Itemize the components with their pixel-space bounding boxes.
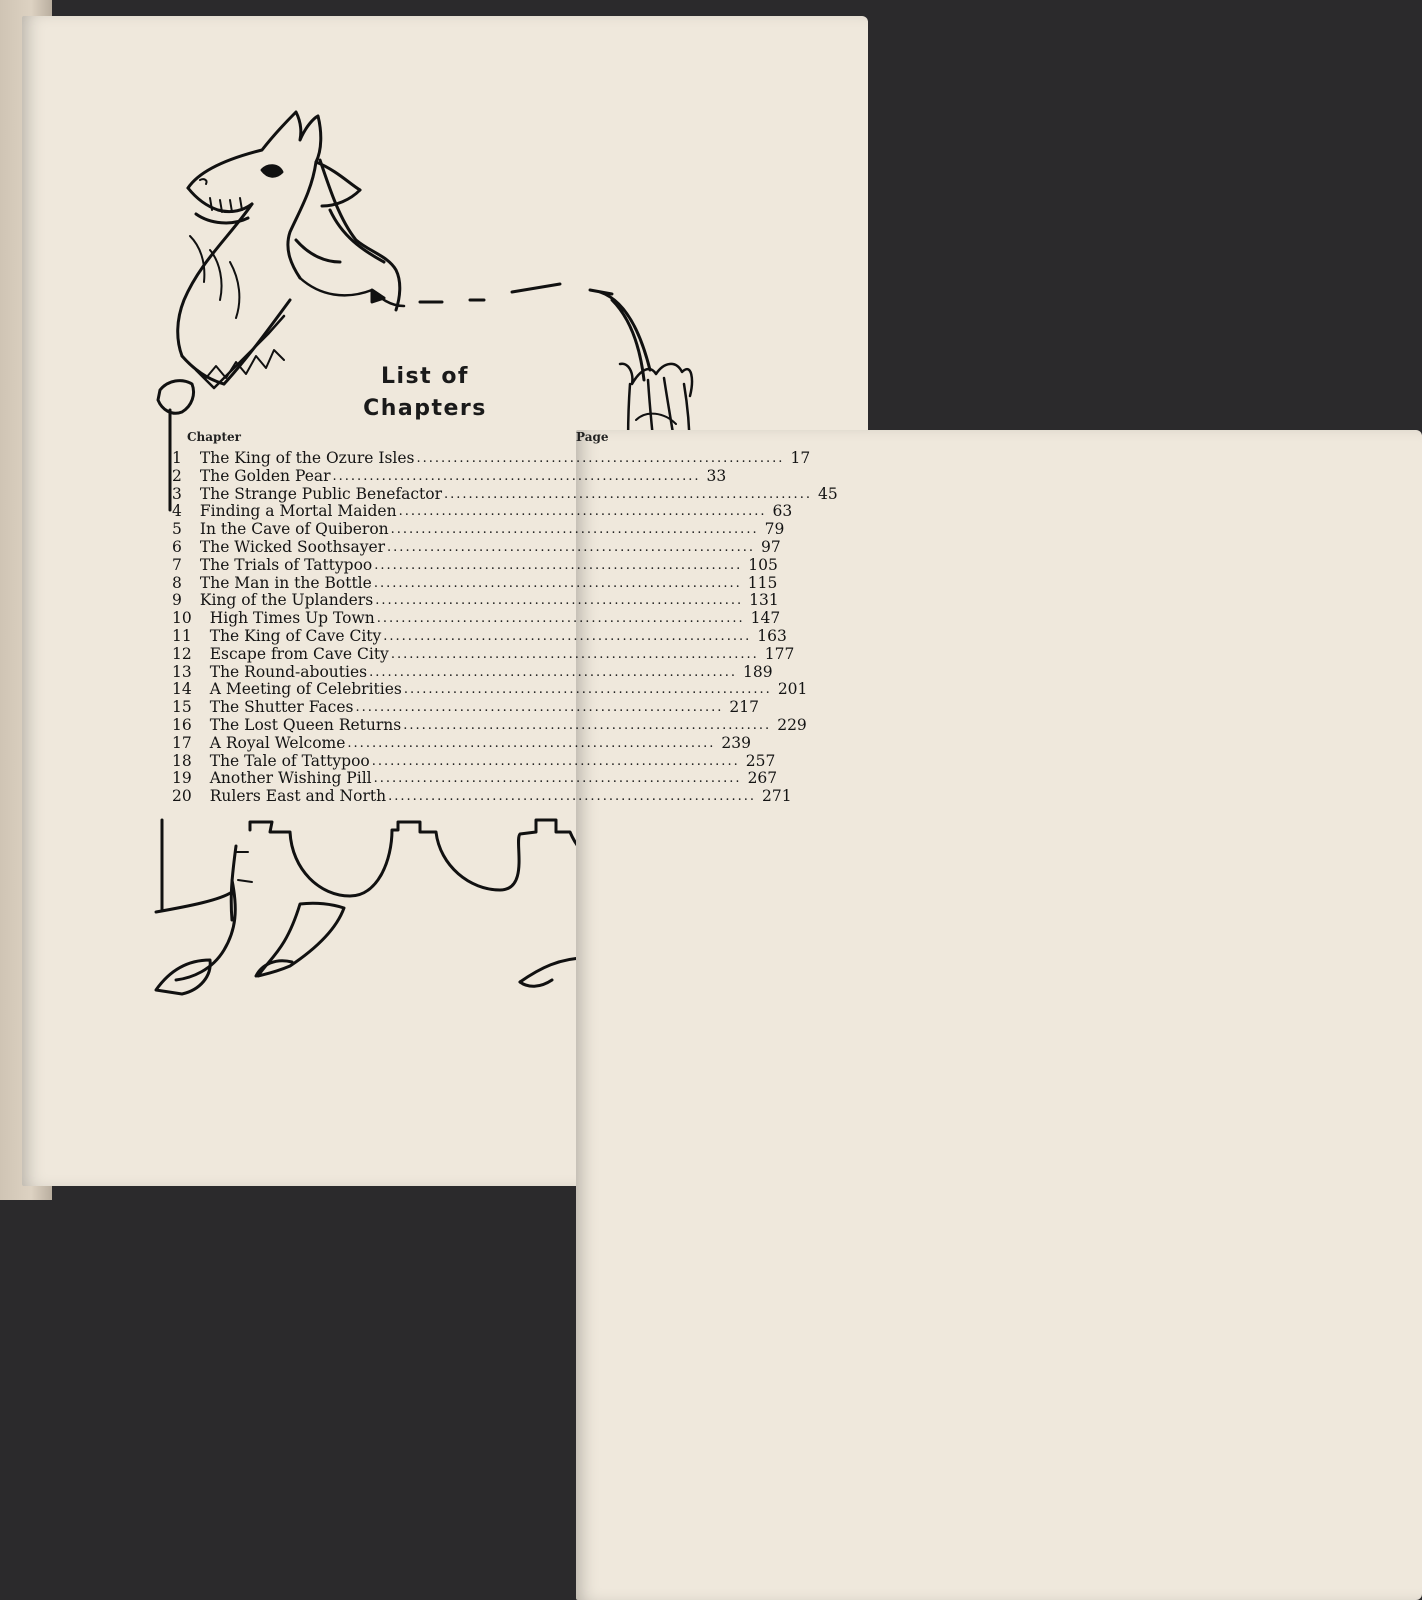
title-line-1: List of: [380, 364, 469, 389]
leader-dots: ............................................................: [403, 717, 772, 733]
chapter-number: 8: [172, 573, 182, 592]
toc-row: [172, 537, 781, 557]
toc-row: [172, 769, 778, 788]
title-line-2: Chapters: [363, 396, 487, 421]
chapter-number: 11: [172, 626, 192, 645]
chapter-column-header: Chapter: [187, 430, 241, 444]
toc-row: [172, 520, 785, 539]
chapter-title: The Shutter Faces: [209, 698, 354, 717]
chapter-title: The Golden Pear: [199, 466, 331, 485]
chapter-page: 79: [764, 520, 785, 539]
chapter-number: 9: [172, 591, 182, 610]
chapter-page: 217: [729, 698, 760, 717]
chapter-page: 239: [721, 733, 751, 752]
toc-row: [172, 680, 808, 699]
chapter-page: 33: [706, 466, 727, 485]
chapter-title: Finding a Mortal Maiden: [199, 502, 397, 521]
leader-dots: ............................................................: [383, 628, 752, 644]
leader-dots: ............................................................: [374, 557, 743, 573]
chapter-page: 63: [772, 502, 793, 521]
chapter-number: 13: [172, 662, 192, 681]
leader-dots: ............................................................: [373, 771, 742, 787]
leader-dots: ............................................................: [416, 451, 785, 466]
chapter-title: The Lost Queen Returns: [209, 715, 402, 734]
chapter-number: 1: [172, 449, 182, 467]
leader-dots: ............................................................: [388, 789, 757, 805]
chapter-title: A Meeting of Celebrities: [209, 680, 402, 699]
chapter-number: 3: [172, 484, 182, 503]
leader-dots: ............................................................: [332, 468, 701, 484]
chapter-number: 5: [172, 520, 182, 539]
chapter-number: 10: [172, 609, 192, 628]
chapter-number: 16: [172, 715, 192, 734]
chapter-page: 229: [777, 715, 807, 734]
toc-row: [172, 751, 776, 771]
chapter-number: 7: [172, 555, 182, 574]
chapter-title: The Strange Public Benefactor: [199, 484, 443, 503]
leader-dots: ............................................................: [390, 522, 759, 538]
toc-row: [172, 662, 773, 682]
chapter-number: 20: [172, 787, 192, 806]
leader-dots: ............................................................: [398, 504, 767, 520]
chapter-title: A Royal Welcome: [209, 733, 346, 752]
chapter-page: 131: [749, 591, 779, 610]
chapter-number: 4: [172, 502, 182, 521]
chapter-title: The Wicked Soothsayer: [199, 537, 386, 556]
leader-dots: ............................................................: [375, 593, 744, 609]
chapter-page: 267: [747, 769, 778, 788]
toc-row: [172, 626, 787, 646]
chapter-page: 189: [743, 662, 773, 681]
chapter-number: 15: [172, 698, 192, 717]
chapter-page: 177: [764, 644, 795, 663]
chapter-title: Rulers East and North: [209, 787, 387, 806]
chapter-title: High Times Up Town: [209, 609, 375, 628]
chapter-title: The Tale of Tattypoo: [209, 751, 370, 770]
chapter-page: 257: [745, 751, 776, 770]
leader-dots: ............................................................: [390, 646, 759, 662]
toc-row: [172, 502, 793, 521]
chapter-page: 115: [747, 573, 778, 592]
chapter-number: 2: [172, 466, 182, 485]
chapter-page: 271: [762, 787, 792, 806]
leader-dots: ............................................................: [376, 611, 745, 627]
toc-row: [172, 787, 792, 806]
toc-row: [172, 609, 781, 628]
chapter-title: Escape from Cave City: [209, 644, 389, 663]
leader-dots: ............................................................: [369, 664, 738, 680]
leader-dots: ............................................................: [403, 682, 772, 698]
chapter-title: In the Cave of Quiberon: [199, 520, 389, 539]
toc-row: [172, 715, 807, 735]
chapter-title: The Round-abouties: [209, 662, 368, 681]
chapter-number: 14: [172, 680, 192, 699]
chapter-page: 163: [757, 626, 787, 645]
chapter-title: The Man in the Bottle: [199, 573, 372, 592]
leader-dots: ............................................................: [347, 735, 716, 751]
chapter-page: 97: [761, 537, 781, 556]
chapter-title: The Trials of Tattypoo: [199, 555, 373, 574]
toc-row: [172, 466, 727, 486]
toc-row: [172, 733, 751, 753]
chapter-title: The King of the Ozure Isles: [199, 449, 415, 467]
table-of-contents: [172, 449, 838, 806]
leader-dots: ............................................................: [373, 575, 742, 591]
page-column-header: Page: [576, 430, 1422, 1600]
toc-row: [172, 555, 778, 575]
chapter-number: 12: [172, 644, 192, 663]
toc-row: [172, 573, 778, 593]
chapter-page: 147: [750, 609, 781, 628]
chapter-page: 105: [748, 555, 778, 574]
chapter-page: 201: [777, 680, 808, 699]
chapter-title: The King of Cave City: [209, 626, 382, 645]
leader-dots: ............................................................: [355, 700, 724, 716]
chapter-page: 45: [817, 484, 838, 503]
toc-row: [172, 644, 795, 664]
chapter-title: King of the Uplanders: [199, 591, 374, 610]
toc-row: [172, 449, 811, 468]
toc-row: [172, 484, 838, 504]
chapter-number: 6: [172, 537, 182, 556]
leader-dots: ............................................................: [387, 539, 755, 555]
chapter-number: 19: [172, 769, 192, 788]
chapter-title: Another Wishing Pill: [209, 769, 372, 788]
chapter-number: 17: [172, 733, 192, 752]
leader-dots: ............................................................: [444, 486, 812, 502]
toc-row: [172, 591, 779, 610]
toc-row: [172, 698, 760, 717]
chapter-page: 17: [790, 449, 811, 467]
chapter-number: 18: [172, 751, 192, 770]
leader-dots: ............................................................: [371, 753, 740, 769]
